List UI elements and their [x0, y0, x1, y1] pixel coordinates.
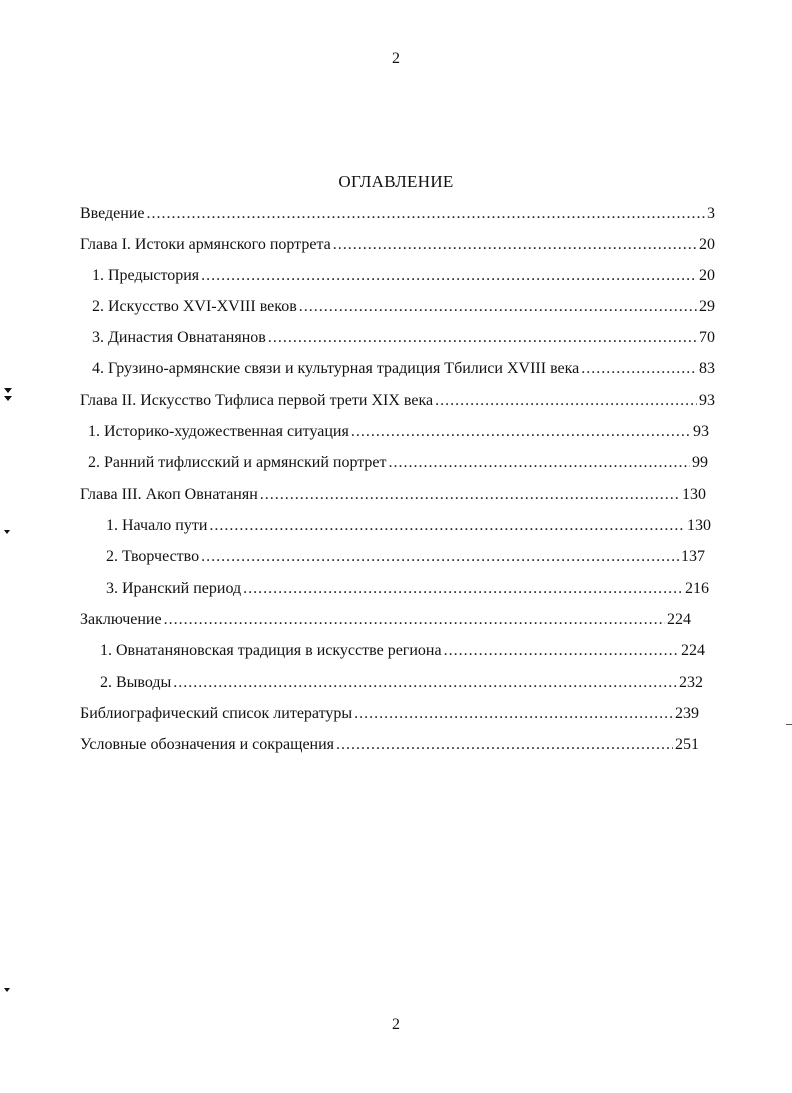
dot-leader: [354, 704, 673, 724]
toc-entry-page: 93: [699, 392, 715, 409]
toc-entry-page: 130: [682, 486, 706, 503]
toc-entry-title: 1. Овнатаняновская традиция в искусстве региона: [100, 642, 442, 659]
toc-entry-title: 3. Иранский период: [106, 580, 242, 597]
toc-entry-title: 2. Ранний тифлисский и армянский портрет: [88, 454, 387, 471]
page-number-top: 2: [392, 50, 400, 67]
dot-leader: [173, 673, 677, 693]
toc-entry-page: 216: [685, 580, 709, 597]
dot-leader: [333, 235, 697, 255]
toc-entry-page: 137: [681, 548, 705, 565]
toc-entry-title: 2. Искусство XVI-XVIII веков: [92, 298, 297, 315]
toc-entry-chapter-1[interactable]: [80, 235, 715, 255]
toc-entry-c-2[interactable]: [100, 673, 703, 693]
toc-entry-c-1[interactable]: [100, 641, 705, 661]
toc-entry-title: Введение: [80, 205, 145, 222]
toc-entry-page: 239: [675, 705, 699, 722]
dot-leader: [581, 359, 697, 379]
toc-entry-title: 1. Начало пути: [106, 517, 208, 534]
dot-leader: [147, 204, 706, 224]
toc-entry-1-1[interactable]: [92, 266, 715, 286]
toc-entry-abbreviations[interactable]: [80, 735, 699, 755]
toc-entry-conclusion[interactable]: [80, 610, 691, 630]
toc-entry-title: Глава I. Истоки армянского портрета: [80, 236, 331, 253]
toc-entry-page: 93: [693, 423, 709, 440]
toc-entry-chapter-2[interactable]: [80, 391, 715, 411]
toc-entry-page: 83: [699, 360, 715, 377]
toc-entry-title: 2. Выводы: [100, 674, 172, 691]
scan-mark-icon: [4, 396, 12, 401]
toc-entry-title: Глава II. Искусство Тифлиса первой трети XIX века: [80, 392, 434, 409]
dot-leader: [201, 547, 679, 567]
toc-entry-page: 70: [699, 329, 715, 346]
dot-leader: [268, 328, 697, 348]
toc-entry-page: 99: [692, 454, 708, 471]
toc-entry-page: 20: [699, 236, 715, 253]
dot-leader: [201, 266, 697, 286]
dot-leader: [444, 641, 679, 661]
toc-entry-title: 1. Историко-художественная ситуация: [88, 423, 349, 440]
toc-entry-1-2[interactable]: [92, 297, 715, 317]
toc-entry-page: 232: [679, 674, 703, 691]
toc-entry-title: Условные обозначения и сокращения: [80, 736, 335, 753]
toc-entry-1-3[interactable]: [92, 328, 715, 348]
toc-entry-title: 3. Династия Овнатанянов: [92, 329, 266, 346]
toc-entry-chapter-3[interactable]: [80, 485, 706, 505]
scan-mark-icon: [4, 988, 10, 992]
dot-leader: [336, 735, 673, 755]
toc-entry-2-1[interactable]: [88, 422, 709, 442]
toc-entry-title: 1. Предыстория: [92, 267, 200, 284]
toc-entry-title: Глава III. Акоп Овнатанян: [80, 486, 258, 503]
dot-leader: [299, 297, 697, 317]
dot-leader: [389, 453, 690, 473]
toc-entry-2-2[interactable]: [88, 453, 708, 473]
dot-leader: [243, 579, 683, 599]
toc-entry-bibliography[interactable]: [80, 704, 699, 724]
scan-mark-icon: [4, 530, 10, 534]
toc-entry-page: 29: [699, 298, 715, 315]
toc-entry-page: 3: [707, 205, 715, 222]
toc-entry-1-4[interactable]: [92, 359, 715, 379]
toc-entry-page: 251: [675, 736, 699, 753]
toc-entry-title: 2. Творчество: [106, 548, 200, 565]
toc-entry-3-2[interactable]: [106, 547, 705, 567]
page-number-bottom: 2: [392, 1016, 400, 1033]
toc-entry-page: 20: [699, 267, 715, 284]
dot-leader: [164, 610, 665, 630]
toc-entry-title: 4. Грузино-армянские связи и культурная традиция Тбилиси XVIII века: [92, 360, 580, 377]
toc-entry-introduction[interactable]: [80, 204, 715, 224]
toc-entry-title: Библиографический список литературы: [80, 705, 353, 722]
scan-mark-icon: [4, 388, 12, 393]
dot-leader: [351, 422, 691, 442]
dot-leader: [209, 516, 685, 536]
scan-mark-icon: [786, 724, 792, 725]
toc-entry-3-1[interactable]: [106, 516, 711, 536]
toc-entry-page: 224: [681, 642, 705, 659]
toc-heading: ОГЛАВЛЕНИЕ: [338, 172, 454, 191]
toc-entry-page: 224: [667, 611, 691, 628]
dot-leader: [435, 391, 697, 411]
dot-leader: [260, 485, 680, 505]
toc-entry-page: 130: [687, 517, 711, 534]
toc-entry-3-3[interactable]: [106, 579, 709, 599]
toc-entry-title: Заключение: [80, 611, 162, 628]
